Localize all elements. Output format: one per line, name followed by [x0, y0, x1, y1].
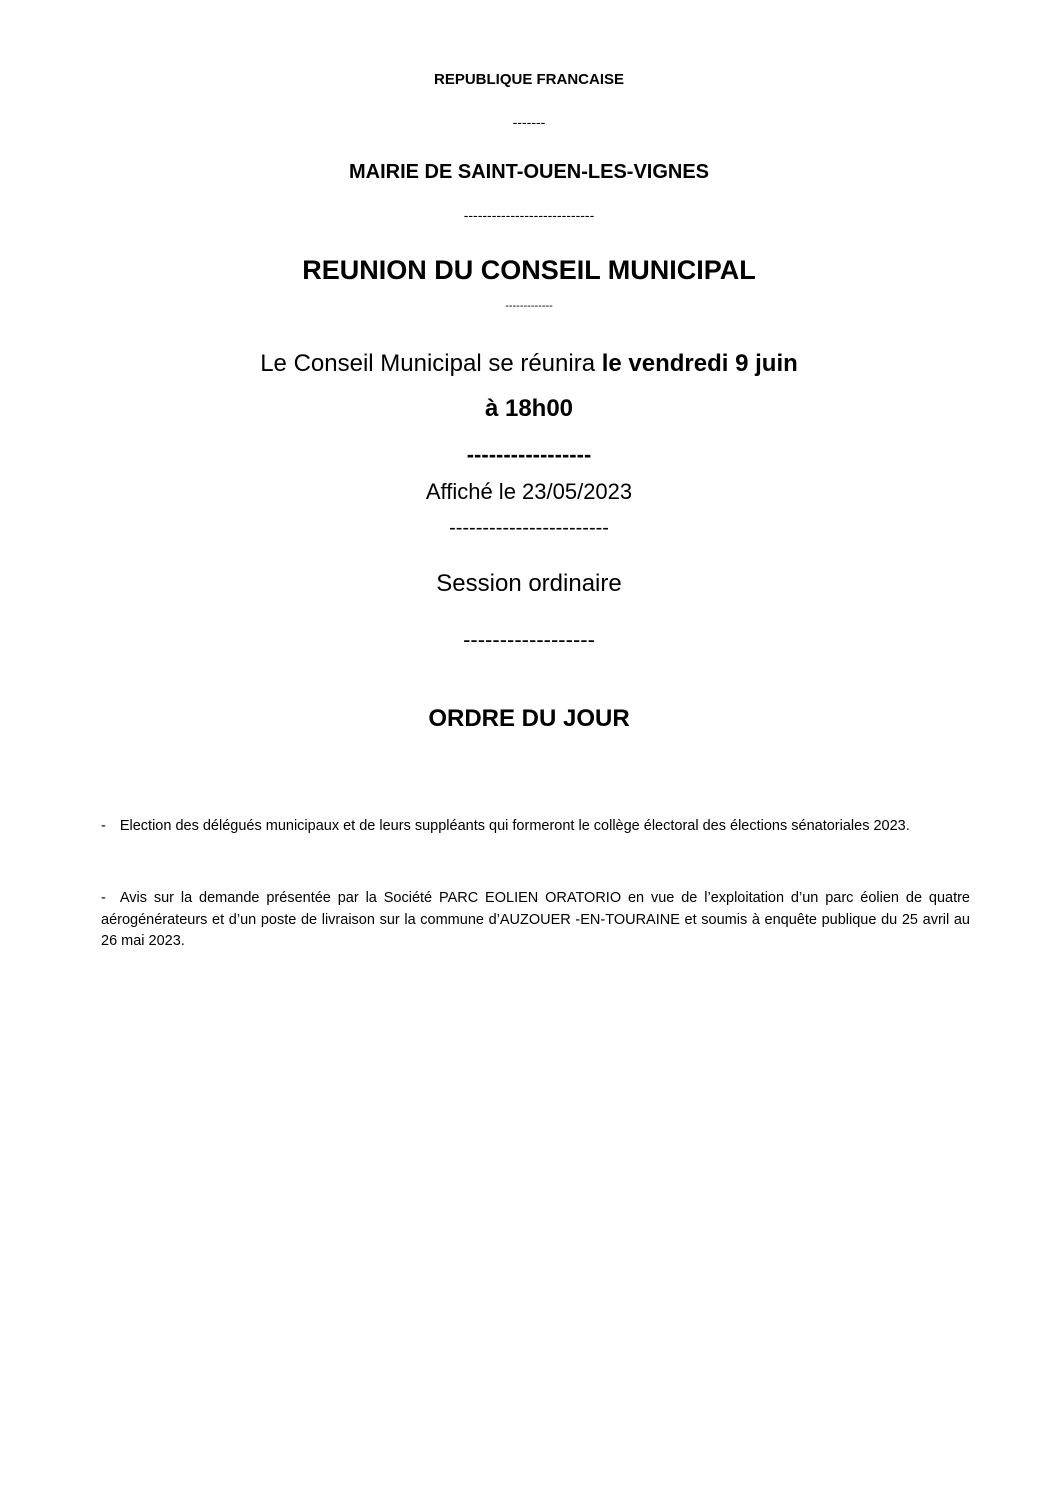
meeting-date: le vendredi 9 juin — [601, 350, 798, 377]
meeting-announcement — [0, 350, 1058, 378]
agenda-item — [101, 888, 970, 953]
posted-date: Affiché le 23/05/2023 — [425, 479, 633, 504]
meeting-intro: Le Conseil Municipal se réunira — [260, 350, 602, 377]
agenda-heading: ORDRE DU JOUR — [428, 705, 630, 732]
separator: ----------------- — [466, 442, 592, 467]
separator: ------- — [512, 114, 546, 130]
separator: ------------------------ — [449, 517, 609, 539]
agenda-bullet: - — [101, 890, 106, 906]
meeting-time: à 18h00 — [484, 395, 574, 422]
agenda-bullet: - — [101, 818, 106, 834]
mairie-heading: MAIRIE DE SAINT-OUEN-LES-VIGNES — [348, 161, 710, 183]
republique-heading: REPUBLIQUE FRANCAISE — [433, 71, 624, 88]
agenda-item-text: Avis sur la demande présentée par la Société PARC EOLIEN ORATORIO en vue de l’exploitation d’un parc éolien de quatre aérogénérateurs et d’un poste de livraison sur la commune d’AUZOUER -EN-TOURAINE et soumis à enquête publique du 25 avril au 26 mai 2023. — [101, 890, 970, 949]
separator: ------------------ — [463, 627, 595, 652]
separator: ------------- — [505, 300, 553, 312]
agenda-item-text: Election des délégués municipaux et de leurs suppléants qui formeront le collège électoral des élections sénatoriales 2023. — [119, 818, 910, 834]
session-type: Session ordinaire — [436, 570, 622, 597]
page-title: REUNION DU CONSEIL MUNICIPAL — [302, 255, 756, 285]
separator: ---------------------------- — [463, 207, 595, 223]
agenda-item — [101, 816, 970, 838]
